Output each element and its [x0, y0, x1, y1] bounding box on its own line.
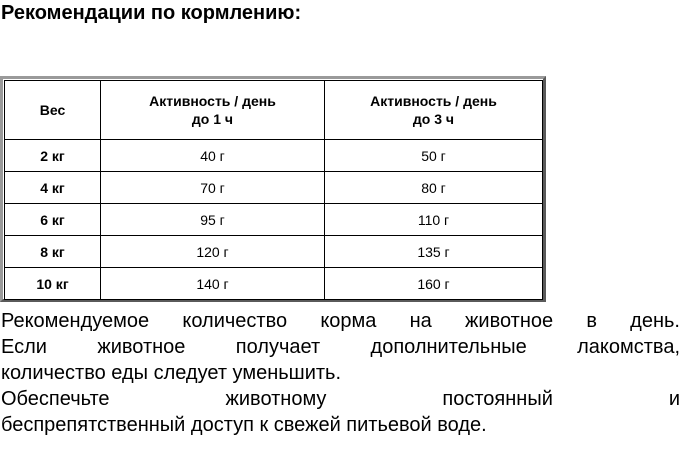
header-activity-1h — [101, 81, 325, 140]
activity-3h-cell: 160 г — [325, 268, 543, 300]
activity-3h-cell: 110 г — [325, 204, 543, 236]
note-line-3: количество еды следует уменьшить. — [1, 362, 342, 384]
header-activity-1h-line2: до 1 ч — [191, 111, 234, 127]
activity-3h-cell: 135 г — [325, 236, 543, 268]
feeding-table — [4, 80, 543, 300]
weight-cell: 6 кг — [5, 204, 101, 236]
weight-cell: 4 кг — [5, 172, 101, 204]
activity-3h-cell: 80 г — [325, 172, 543, 204]
activity-1h-cell: 140 г — [101, 268, 325, 300]
table-row — [5, 140, 543, 172]
table-row — [5, 236, 543, 268]
weight-cell: 8 кг — [5, 236, 101, 268]
weight-cell: 10 кг — [5, 268, 101, 300]
weight-cell: 2 кг — [5, 140, 101, 172]
header-weight-label: Вес — [39, 102, 66, 118]
header-activity-1h-line1: Активность / день — [149, 93, 276, 109]
header-weight — [5, 81, 101, 140]
activity-1h-cell: 70 г — [101, 172, 325, 204]
header-activity-3h — [325, 81, 543, 140]
header-activity-3h-line1: Активность / день — [370, 93, 497, 109]
page-title: Рекомендации по кормлению: — [1, 2, 302, 24]
activity-1h-cell: 40 г — [101, 140, 325, 172]
activity-1h-cell: 95 г — [101, 204, 325, 236]
table-row — [5, 204, 543, 236]
table-row — [5, 268, 543, 300]
note-line-1: Рекомендуемое количество корма на животное в день. — [1, 310, 680, 332]
table-header-row — [5, 81, 543, 140]
activity-1h-cell: 120 г — [101, 236, 325, 268]
feeding-table-frame — [0, 76, 546, 302]
activity-3h-cell: 50 г — [325, 140, 543, 172]
header-activity-3h-line2: до 3 ч — [412, 111, 455, 127]
note-line-4: Обеспечьте животному постоянный и — [1, 388, 680, 410]
table-row — [5, 172, 543, 204]
note-line-2: Если животное получает дополнительные лакомства, — [1, 336, 680, 358]
note-line-5: беспрепятственный доступ к свежей питьевой воде. — [1, 414, 487, 436]
